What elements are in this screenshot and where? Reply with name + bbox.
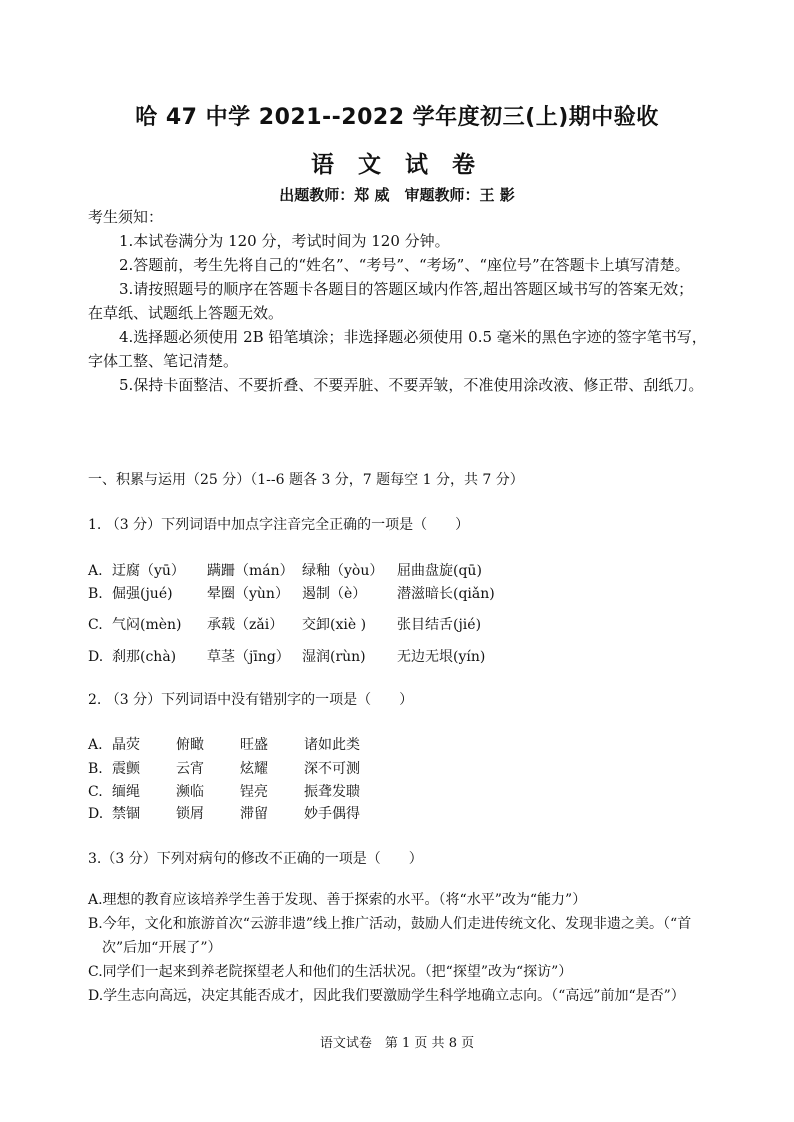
option-word: 遏制（è） xyxy=(302,586,367,602)
exam-title: 哈 47 中学 2021--2022 学年度初三(上)期中验收 xyxy=(135,105,659,130)
question-1-option-b xyxy=(88,583,495,603)
question-1-stem: 1. （3 分）下列词语中加点字注音完全正确的一项是（ ） xyxy=(88,517,470,533)
question-2-option-c xyxy=(88,781,368,801)
option-label: C. xyxy=(88,784,103,800)
option-word: 震颤 xyxy=(112,761,140,777)
option-word: 承载（zǎi） xyxy=(207,617,284,633)
question-2-stem: 2. （3 分）下列词语中没有错别字的一项是（ ） xyxy=(88,692,414,708)
option-word: 无边无垠(yín) xyxy=(397,649,486,665)
option-word: 俯瞰 xyxy=(176,737,204,753)
question-2-option-b xyxy=(88,758,368,778)
option-word: 滞留 xyxy=(240,806,268,822)
page-footer: 语文试卷 第 1 页 共 8 页 xyxy=(319,1036,475,1051)
option-word: 屈曲盘旋(qū) xyxy=(397,563,482,579)
notice-heading: 考生须知： xyxy=(88,208,164,226)
option-word: 迂腐（yū） xyxy=(112,563,185,579)
question-3-option-d: D.学生志向高远，决定其能否成才，因此我们要激励学生科学地确立志向。（“高远”前加“是否”） xyxy=(88,988,685,1004)
question-3-option-c: C.同学们一起来到养老院探望老人和他们的生活状况。（把“探望”改为“探访”） xyxy=(88,964,573,980)
option-word: 锃亮 xyxy=(240,784,268,800)
option-word: 锁屑 xyxy=(176,806,204,822)
option-word: 禁锢 xyxy=(112,806,140,822)
option-word: 蹒跚（mán） xyxy=(207,563,294,579)
notice-item: 2.答题前，考生先将自己的“姓名”、“考号”、“考场”、“座位号”在答题卡上填写清楚。 xyxy=(119,256,690,274)
option-label: D. xyxy=(88,806,104,822)
notice-item: 5.保持卡面整洁、不要折叠、不要弄脏、不要弄皱，不准使用涂改液、修正带、刮纸刀。 xyxy=(119,376,704,394)
option-word: 晕圈（yùn） xyxy=(207,586,289,602)
question-2-option-a xyxy=(88,734,368,754)
exam-notice xyxy=(88,205,708,397)
option-word: 晶荧 xyxy=(112,737,140,753)
option-label: A. xyxy=(88,563,103,579)
option-word: 倔强(jué) xyxy=(112,586,173,602)
teacher-credits: 出题教师：郑 威 审题教师：王 影 xyxy=(279,186,515,204)
option-word: 绿釉（yòu） xyxy=(302,563,384,579)
option-word: 妙手偶得 xyxy=(304,806,360,822)
option-label: D. xyxy=(88,649,104,665)
option-word: 诸如此类 xyxy=(304,737,360,753)
section-heading: 一、积累与运用（25 分）（1--6 题各 3 分，7 题每空 1 分，共 7 分） xyxy=(88,472,524,488)
option-word: 张目结舌(jié) xyxy=(397,617,482,633)
option-word: 气闷(mèn) xyxy=(112,617,182,633)
question-1-option-a xyxy=(88,560,492,580)
option-word: 振聋发聩 xyxy=(304,784,360,800)
option-word: 刹那(chà) xyxy=(112,649,177,665)
question-3-options xyxy=(88,888,708,1008)
question-2-option-d xyxy=(88,803,368,823)
option-word: 深不可测 xyxy=(304,761,360,777)
option-word: 炫耀 xyxy=(240,761,268,777)
option-word: 云宵 xyxy=(176,761,204,777)
subject-title: 语 文 试 卷 xyxy=(310,152,484,178)
option-word: 濒临 xyxy=(176,784,204,800)
option-word: 潜滋暗长(qiǎn) xyxy=(397,586,495,602)
question-3-option-a: A.理想的教育应该培养学生善于发现、善于探索的水平。（将“水平”改为“能力”） xyxy=(88,892,587,908)
option-label: A. xyxy=(88,737,103,753)
question-1-option-c xyxy=(88,614,492,634)
option-label: B. xyxy=(88,761,103,777)
question-3-option-b: B.今年，文化和旅游首次“云游非遗”线上推广活动，鼓励人们走进传统文化、发现非遗之美。（“首次”后加“开展了”） xyxy=(88,916,692,956)
notice-item: 4.选择题必须使用 2B 铅笔填涂；非选择题必须使用 0.5 毫米的黑色字迹的签字笔书写，字体工整、笔记清楚。 xyxy=(88,328,707,370)
question-1-option-d xyxy=(88,646,492,666)
option-word: 旺盛 xyxy=(240,737,268,753)
option-word: 湿润(rùn) xyxy=(302,649,366,665)
question-3-stem: 3.（3 分）下列对病句的修改不正确的一项是（ ） xyxy=(88,851,423,867)
option-label: C. xyxy=(88,617,103,633)
option-word: 交卸(xiè ) xyxy=(302,617,367,633)
notice-item: 1.本试卷满分为 120 分，考试时间为 120 分钟。 xyxy=(119,232,450,250)
notice-item: 3.请按照题号的顺序在答题卡各题目的答题区域内作答,超出答题区域书写的答案无效；在草纸、试题纸上答题无效。 xyxy=(88,280,694,322)
option-label: B. xyxy=(88,586,103,602)
option-word: 草茎（jīng） xyxy=(207,649,290,665)
option-word: 缅绳 xyxy=(112,784,140,800)
